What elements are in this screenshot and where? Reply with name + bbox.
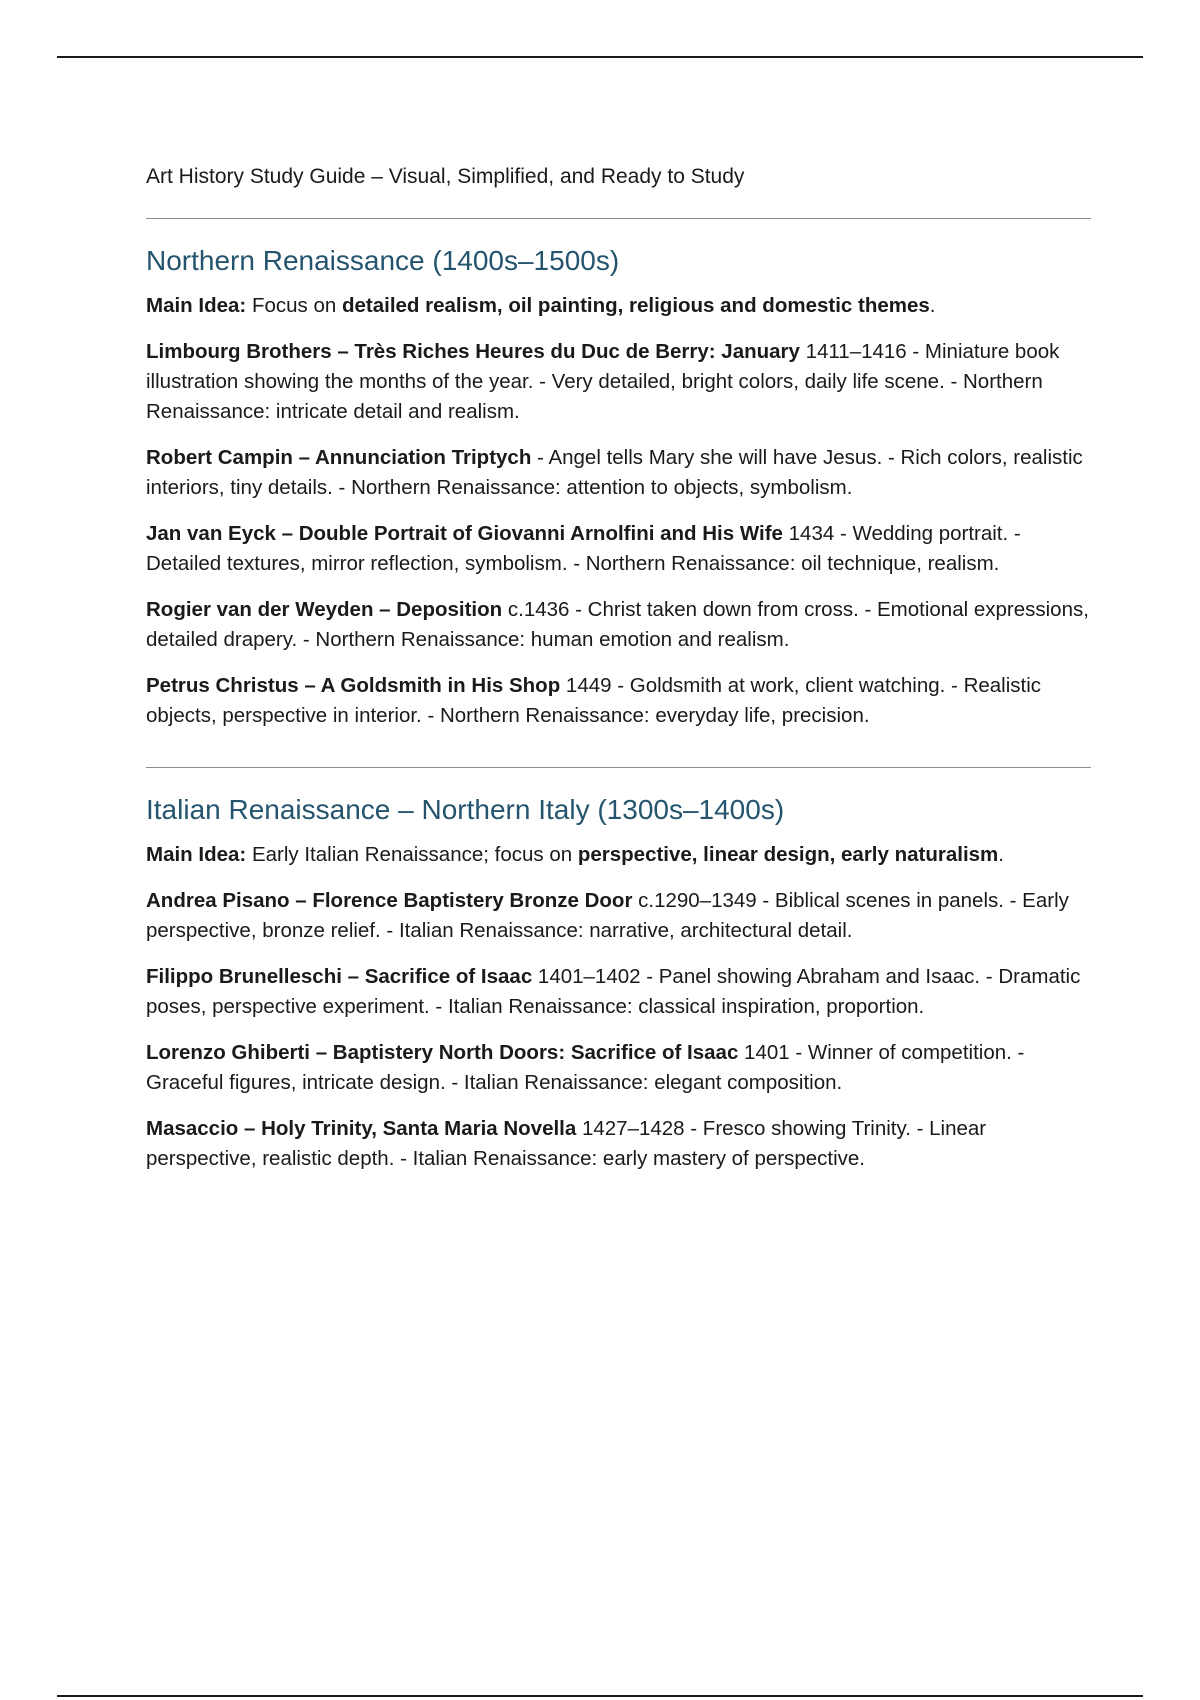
- main-idea: [146, 291, 1091, 321]
- section-northern-renaissance: [146, 218, 1091, 731]
- artwork-entry: [146, 519, 1091, 579]
- artwork-title: Lorenzo Ghiberti – Baptistery North Doors: Sacrifice of Isaac: [146, 1041, 739, 1064]
- artwork-entry: [146, 1114, 1091, 1174]
- artwork-title: Limbourg Brothers – Très Riches Heures du Duc de Berry: January: [146, 340, 800, 363]
- artwork-title: Petrus Christus – A Goldsmith in His Shop: [146, 674, 561, 697]
- main-idea-end: .: [998, 843, 1004, 866]
- artwork-description: 1434 - Wedding portrait. - Detailed textures, mirror reflection, symbolism. - Northern Renaissance: oil technique, realism.: [146, 522, 1021, 575]
- page-top-rule: [57, 56, 1143, 58]
- artwork-description: c.1436 - Christ taken down from cross. - Emotional expressions, detailed drapery. - Northern Renaissance: human emotion and realism.: [146, 598, 1089, 651]
- section-heading: Northern Renaissance (1400s–1500s): [146, 245, 620, 276]
- main-idea-emphasis: perspective, linear design, early naturalism: [577, 843, 999, 866]
- artwork-description: - Angel tells Mary she will have Jesus. - Rich colors, realistic interiors, tiny details. - Northern Renaissance: attention to objects, symbolism.: [146, 446, 1083, 499]
- artwork-entry: [146, 671, 1091, 731]
- artwork-entry: [146, 443, 1091, 503]
- main-idea-label: Main Idea:: [146, 294, 247, 317]
- main-idea: [146, 840, 1091, 870]
- artwork-title: Jan van Eyck – Double Portrait of Giovanni Arnolfini and His Wife: [146, 522, 783, 545]
- main-idea-label: Main Idea:: [146, 843, 247, 866]
- artwork-title: Rogier van der Weyden – Deposition: [146, 598, 503, 621]
- artwork-title: Filippo Brunelleschi – Sacrifice of Isaac: [146, 965, 533, 988]
- main-idea-lead: Focus on: [246, 294, 342, 317]
- document-body: [146, 160, 1091, 1190]
- artwork-description: 1449 - Goldsmith at work, client watching. - Realistic objects, perspective in interior. - Northern Renaissance: everyday life, precision.: [146, 674, 1042, 727]
- document-title: Art History Study Guide – Visual, Simplified, and Ready to Study: [146, 165, 745, 188]
- section-italian-renaissance: [146, 767, 1091, 1174]
- artwork-entry: [146, 337, 1091, 427]
- artwork-title: Robert Campin – Annunciation Triptych: [146, 446, 532, 469]
- artwork-entry: [146, 1038, 1091, 1098]
- artwork-description: c.1290–1349 - Biblical scenes in panels. - Early perspective, bronze relief. - Italian Renaissance: narrative, architectural detail.: [146, 889, 1069, 942]
- artwork-entry: [146, 595, 1091, 655]
- artwork-description: 1411–1416 - Miniature book illustration showing the months of the year. - Very detailed, bright colors, daily life scene. - Northern Renaissance: intricate detail and realism.: [146, 340, 1060, 423]
- artwork-title: Andrea Pisano – Florence Baptistery Bronze Door: [146, 889, 633, 912]
- main-idea-end: .: [929, 294, 936, 317]
- main-idea-emphasis: detailed realism, oil painting, religious and domestic themes: [341, 294, 930, 317]
- artwork-description: 1427–1428 - Fresco showing Trinity. - Linear perspective, realistic depth. - Italian Renaissance: early mastery of perspective.: [146, 1117, 987, 1170]
- page-bottom-rule: [57, 1695, 1143, 1697]
- artwork-entry: [146, 886, 1091, 946]
- artwork-entry: [146, 962, 1091, 1022]
- section-heading: Italian Renaissance – Northern Italy (1300s–1400s): [146, 794, 785, 825]
- artwork-title: Masaccio – Holy Trinity, Santa Maria Novella: [146, 1117, 577, 1140]
- artwork-description: 1401 - Winner of competition. - Graceful figures, intricate design. - Italian Renaissance: elegant composition.: [146, 1041, 1025, 1094]
- main-idea-lead: Early Italian Renaissance; focus on: [246, 843, 578, 866]
- artwork-description: 1401–1402 - Panel showing Abraham and Isaac. - Dramatic poses, perspective experiment. - Italian Renaissance: classical inspiration, proportion.: [146, 965, 1081, 1018]
